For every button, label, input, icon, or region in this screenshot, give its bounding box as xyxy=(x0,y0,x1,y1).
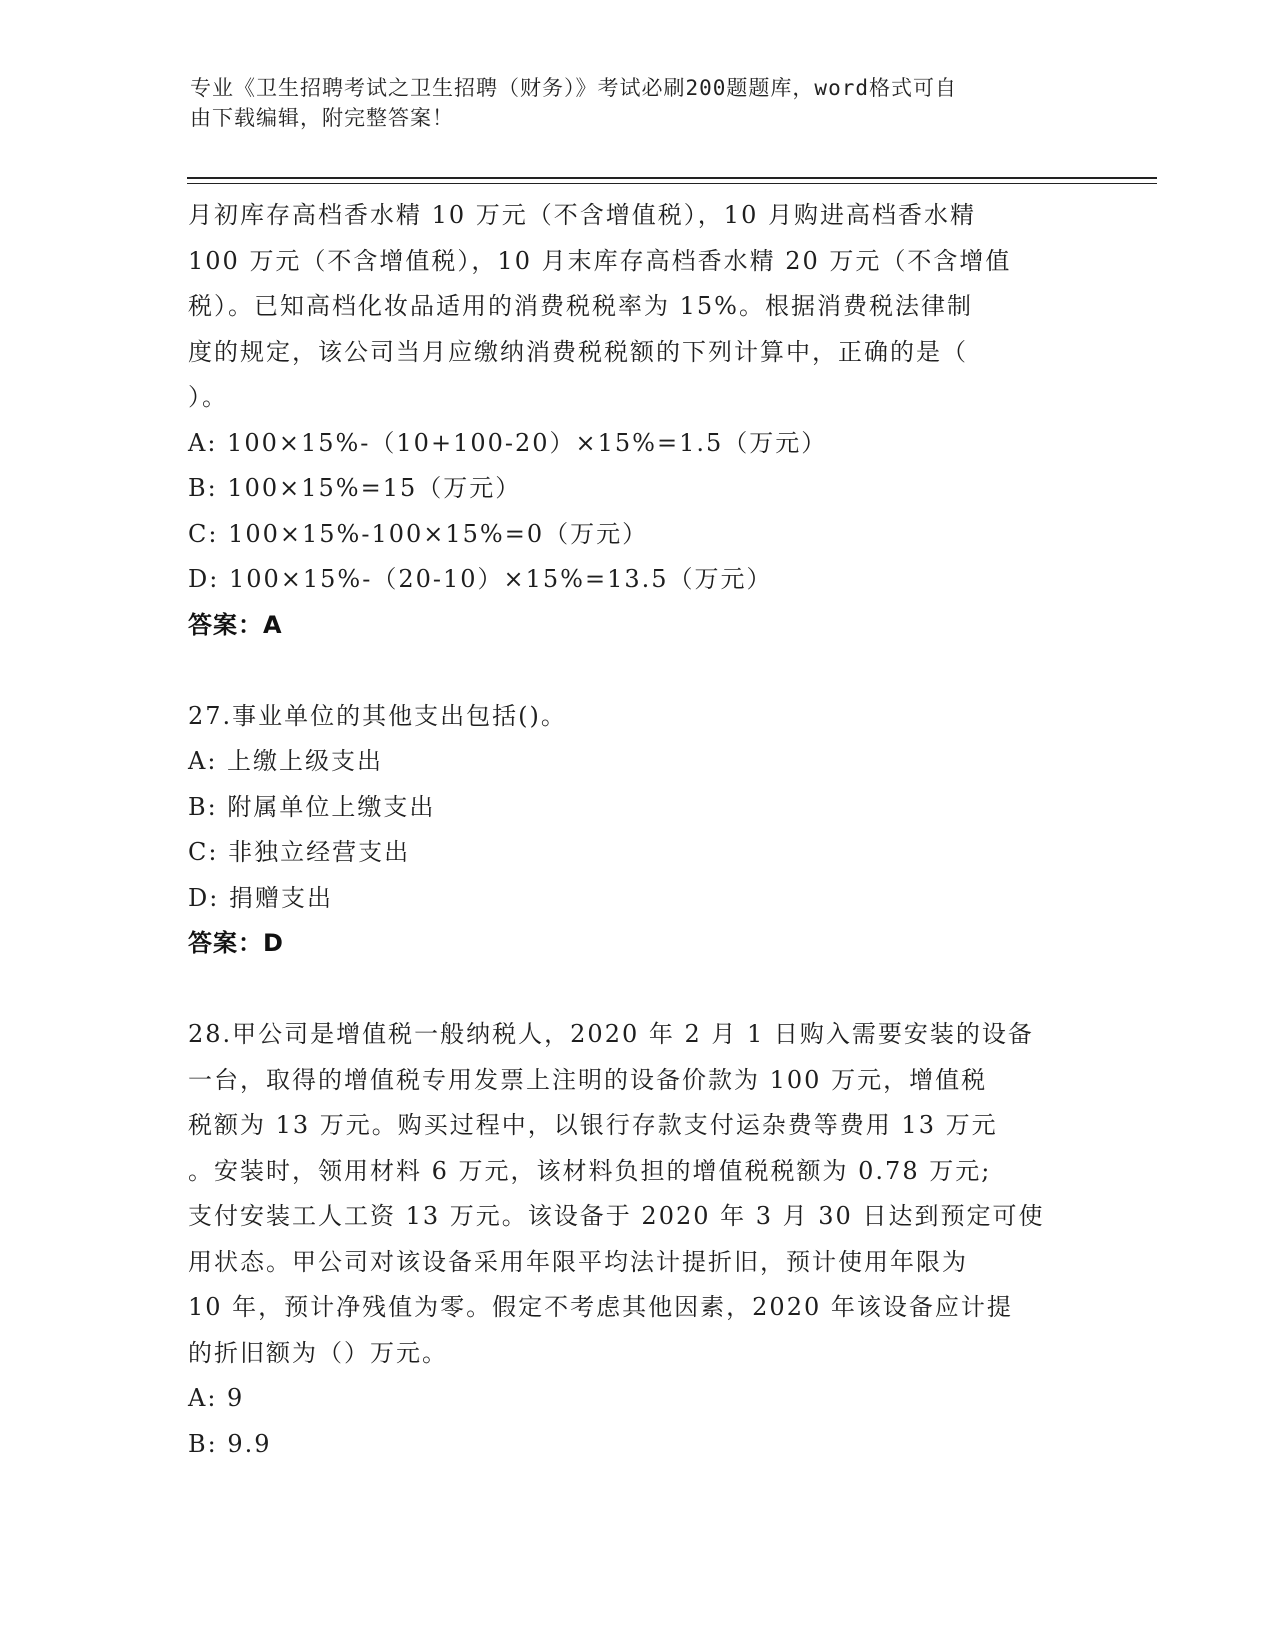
option-c: C: 非独立经营支出 xyxy=(188,838,411,866)
option-b: B: 100×15%=15（万元） xyxy=(188,474,522,502)
question-stem-line: 的折旧额为（）万元。 xyxy=(188,1338,448,1367)
option-b: B: 9.9 xyxy=(188,1429,272,1458)
option-d: D: 100×15%-（20-10）×15%=13.5（万元） xyxy=(188,565,773,593)
option-c: C: 100×15%-100×15%=0（万元） xyxy=(188,519,649,548)
question-stem-line: 用状态。甲公司对该设备采用年限平均法计提折旧，预计使用年限为 xyxy=(188,1247,968,1276)
answer-line: 答案：A xyxy=(188,610,283,639)
header-divider-thin xyxy=(187,183,1157,184)
question-stem-line: 月初库存高档香水精 10 万元（不含增值税），10 月购进高档香水精 xyxy=(188,201,976,229)
document-header xyxy=(190,73,1070,133)
question-27 xyxy=(188,694,1088,967)
question-stem: 27.事业单位的其他支出包括()。 xyxy=(188,701,567,730)
header-line-2: 由下载编辑，附完整答案！ xyxy=(190,106,454,130)
question-stem-line: 支付安装工人工资 13 万元。该设备于 2020 年 3 月 30 日达到预定可使 xyxy=(188,1202,1045,1230)
question-spacer xyxy=(188,648,1088,694)
answer-line: 答案：D xyxy=(188,929,284,957)
option-a: A: 9 xyxy=(188,1384,245,1412)
question-stem-line: 税额为 13 万元。购买过程中，以银行存款支付运杂费等费用 13 万元 xyxy=(188,1111,998,1139)
question-stem-line: 。安装时，领用材料 6 万元，该材料负担的增值税税额为 0.78 万元; xyxy=(188,1156,992,1185)
question-stem-line: 100 万元（不含增值税），10 月末库存高档香水精 20 万元（不含增值 xyxy=(188,246,1012,275)
header-line-1: 专业《卫生招聘考试之卫生招聘（财务）》考试必刷200题题库，word格式可自 xyxy=(190,76,957,100)
question-stem-line: 10 年，预计净残值为零。假定不考虑其他因素，2020 年该设备应计提 xyxy=(188,1293,1013,1321)
question-stem-line: 28.甲公司是增值税一般纳税人，2020 年 2 月 1 日购入需要安装的设备 xyxy=(188,1020,1034,1048)
document-body xyxy=(188,193,1088,1467)
option-a: A: 上缴上级支出 xyxy=(188,747,384,775)
question-stem-line: 一台，取得的增值税专用发票上注明的设备价款为 100 万元，增值税 xyxy=(188,1065,988,1094)
option-a: A: 100×15%-（10+100-20）×15%=1.5（万元） xyxy=(188,428,828,457)
question-stem-line: 度的规定，该公司当月应缴纳消费税税额的下列计算中，正确的是（ xyxy=(188,337,968,366)
question-26 xyxy=(188,193,1088,648)
option-d: D: 捐赠支出 xyxy=(188,883,333,912)
question-28 xyxy=(188,1012,1088,1467)
option-b: B: 附属单位上缴支出 xyxy=(188,792,436,821)
question-stem-line: ）。 xyxy=(188,383,228,411)
header-divider-thick xyxy=(187,177,1157,179)
question-spacer xyxy=(188,967,1088,1013)
question-stem-line: 税）。已知高档化妆品适用的消费税税率为 15%。根据消费税法律制 xyxy=(188,292,973,320)
